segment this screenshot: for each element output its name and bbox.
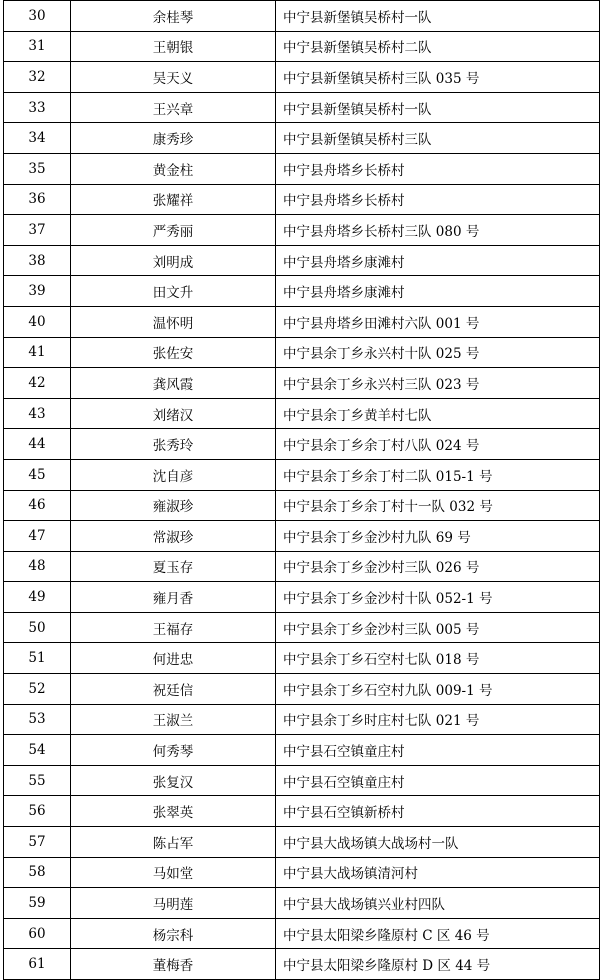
address-cell: 中宁县舟塔乡康滩村 — [276, 245, 600, 276]
address-cell: 中宁县石空镇新桥村 — [276, 796, 600, 827]
table-row — [4, 153, 600, 184]
row-number-cell: 36 — [4, 184, 71, 215]
person-name-cell: 夏玉存 — [71, 551, 276, 582]
roster-table-body — [4, 1, 600, 980]
person-name-cell: 张耀祥 — [71, 184, 276, 215]
table-row — [4, 582, 600, 613]
row-number-cell: 60 — [4, 918, 71, 949]
table-row — [4, 551, 600, 582]
row-number-cell: 41 — [4, 337, 71, 368]
address-cell: 中宁县舟塔乡长桥村 — [276, 184, 600, 215]
row-number-cell: 45 — [4, 459, 71, 490]
table-row — [4, 1, 600, 32]
person-name-cell: 余桂琴 — [71, 1, 276, 32]
address-cell: 中宁县余丁乡余丁村二队 015-1 号 — [276, 459, 600, 490]
person-name-cell: 田文升 — [71, 276, 276, 307]
person-name-cell: 沈自彦 — [71, 459, 276, 490]
address-cell: 中宁县余丁乡黄羊村七队 — [276, 398, 600, 429]
row-number-cell: 40 — [4, 306, 71, 337]
table-row — [4, 643, 600, 674]
address-cell: 中宁县大战场镇清河村 — [276, 857, 600, 888]
row-number-cell: 31 — [4, 31, 71, 62]
row-number-cell: 53 — [4, 704, 71, 735]
person-name-cell: 王朝银 — [71, 31, 276, 62]
person-name-cell: 董梅香 — [71, 949, 276, 980]
person-name-cell: 黄金柱 — [71, 153, 276, 184]
person-name-cell: 龚风霞 — [71, 368, 276, 399]
table-row — [4, 888, 600, 919]
person-name-cell: 张翠英 — [71, 796, 276, 827]
address-cell: 中宁县舟塔乡康滩村 — [276, 276, 600, 307]
row-number-cell: 37 — [4, 215, 71, 246]
address-cell: 中宁县余丁乡金沙村十队 052-1 号 — [276, 582, 600, 613]
table-row — [4, 735, 600, 766]
table-row — [4, 337, 600, 368]
row-number-cell: 38 — [4, 245, 71, 276]
person-name-cell: 康秀珍 — [71, 123, 276, 154]
table-row — [4, 459, 600, 490]
address-cell: 中宁县新堡镇吴桥村一队 — [276, 92, 600, 123]
address-cell: 中宁县石空镇童庄村 — [276, 765, 600, 796]
row-number-cell: 50 — [4, 612, 71, 643]
person-name-cell: 刘明成 — [71, 245, 276, 276]
row-number-cell: 32 — [4, 62, 71, 93]
address-cell: 中宁县新堡镇吴桥村三队 — [276, 123, 600, 154]
address-cell: 中宁县余丁乡永兴村十队 025 号 — [276, 337, 600, 368]
address-cell: 中宁县新堡镇吴桥村三队 035 号 — [276, 62, 600, 93]
person-name-cell: 温怀明 — [71, 306, 276, 337]
row-number-cell: 49 — [4, 582, 71, 613]
address-cell: 中宁县余丁乡时庄村七队 021 号 — [276, 704, 600, 735]
person-name-cell: 吴天义 — [71, 62, 276, 93]
table-row — [4, 796, 600, 827]
row-number-cell: 61 — [4, 949, 71, 980]
row-number-cell: 59 — [4, 888, 71, 919]
table-row — [4, 245, 600, 276]
table-row — [4, 398, 600, 429]
row-number-cell: 42 — [4, 368, 71, 399]
person-name-cell: 张佐安 — [71, 337, 276, 368]
person-name-cell: 常淑珍 — [71, 521, 276, 552]
row-number-cell: 52 — [4, 674, 71, 705]
table-row — [4, 306, 600, 337]
person-name-cell: 何秀琴 — [71, 735, 276, 766]
table-row — [4, 62, 600, 93]
row-number-cell: 30 — [4, 1, 71, 32]
row-number-cell: 47 — [4, 521, 71, 552]
table-row — [4, 949, 600, 980]
table-row — [4, 490, 600, 521]
row-number-cell: 34 — [4, 123, 71, 154]
address-cell: 中宁县余丁乡金沙村三队 026 号 — [276, 551, 600, 582]
table-row — [4, 123, 600, 154]
table-row — [4, 612, 600, 643]
person-name-cell: 刘绪汉 — [71, 398, 276, 429]
address-cell: 中宁县余丁乡余丁村十一队 032 号 — [276, 490, 600, 521]
table-row — [4, 857, 600, 888]
roster-table — [3, 0, 600, 980]
address-cell: 中宁县太阳梁乡隆原村 C 区 46 号 — [276, 918, 600, 949]
person-name-cell: 王福存 — [71, 612, 276, 643]
address-cell: 中宁县舟塔乡田滩村六队 001 号 — [276, 306, 600, 337]
table-row — [4, 429, 600, 460]
table-row — [4, 368, 600, 399]
row-number-cell: 58 — [4, 857, 71, 888]
person-name-cell: 严秀丽 — [71, 215, 276, 246]
person-name-cell: 祝廷信 — [71, 674, 276, 705]
address-cell: 中宁县余丁乡余丁村八队 024 号 — [276, 429, 600, 460]
person-name-cell: 马如堂 — [71, 857, 276, 888]
row-number-cell: 54 — [4, 735, 71, 766]
person-name-cell: 张秀玲 — [71, 429, 276, 460]
table-row — [4, 918, 600, 949]
person-name-cell: 杨宗科 — [71, 918, 276, 949]
address-cell: 中宁县余丁乡金沙村三队 005 号 — [276, 612, 600, 643]
address-cell: 中宁县舟塔乡长桥村三队 080 号 — [276, 215, 600, 246]
person-name-cell: 张复汉 — [71, 765, 276, 796]
person-name-cell: 王淑兰 — [71, 704, 276, 735]
row-number-cell: 57 — [4, 827, 71, 858]
table-row — [4, 827, 600, 858]
person-name-cell: 马明莲 — [71, 888, 276, 919]
person-name-cell: 何进忠 — [71, 643, 276, 674]
row-number-cell: 56 — [4, 796, 71, 827]
person-name-cell: 雍淑珍 — [71, 490, 276, 521]
address-cell: 中宁县新堡镇吴桥村二队 — [276, 31, 600, 62]
address-cell: 中宁县太阳梁乡隆原村 D 区 44 号 — [276, 949, 600, 980]
table-row — [4, 704, 600, 735]
person-name-cell: 雍月香 — [71, 582, 276, 613]
row-number-cell: 33 — [4, 92, 71, 123]
address-cell: 中宁县大战场镇大战场村一队 — [276, 827, 600, 858]
address-cell: 中宁县余丁乡金沙村九队 69 号 — [276, 521, 600, 552]
table-row — [4, 765, 600, 796]
address-cell: 中宁县余丁乡石空村七队 018 号 — [276, 643, 600, 674]
row-number-cell: 48 — [4, 551, 71, 582]
table-row — [4, 276, 600, 307]
table-row — [4, 674, 600, 705]
table-row — [4, 92, 600, 123]
person-name-cell: 陈占军 — [71, 827, 276, 858]
table-row — [4, 521, 600, 552]
row-number-cell: 35 — [4, 153, 71, 184]
address-cell: 中宁县余丁乡永兴村三队 023 号 — [276, 368, 600, 399]
row-number-cell: 43 — [4, 398, 71, 429]
table-row — [4, 184, 600, 215]
address-cell: 中宁县新堡镇吴桥村一队 — [276, 1, 600, 32]
address-cell: 中宁县石空镇童庄村 — [276, 735, 600, 766]
address-cell: 中宁县大战场镇兴业村四队 — [276, 888, 600, 919]
row-number-cell: 55 — [4, 765, 71, 796]
table-row — [4, 215, 600, 246]
address-cell: 中宁县余丁乡石空村九队 009-1 号 — [276, 674, 600, 705]
row-number-cell: 39 — [4, 276, 71, 307]
table-row — [4, 31, 600, 62]
person-name-cell: 王兴章 — [71, 92, 276, 123]
row-number-cell: 44 — [4, 429, 71, 460]
address-cell: 中宁县舟塔乡长桥村 — [276, 153, 600, 184]
row-number-cell: 51 — [4, 643, 71, 674]
row-number-cell: 46 — [4, 490, 71, 521]
